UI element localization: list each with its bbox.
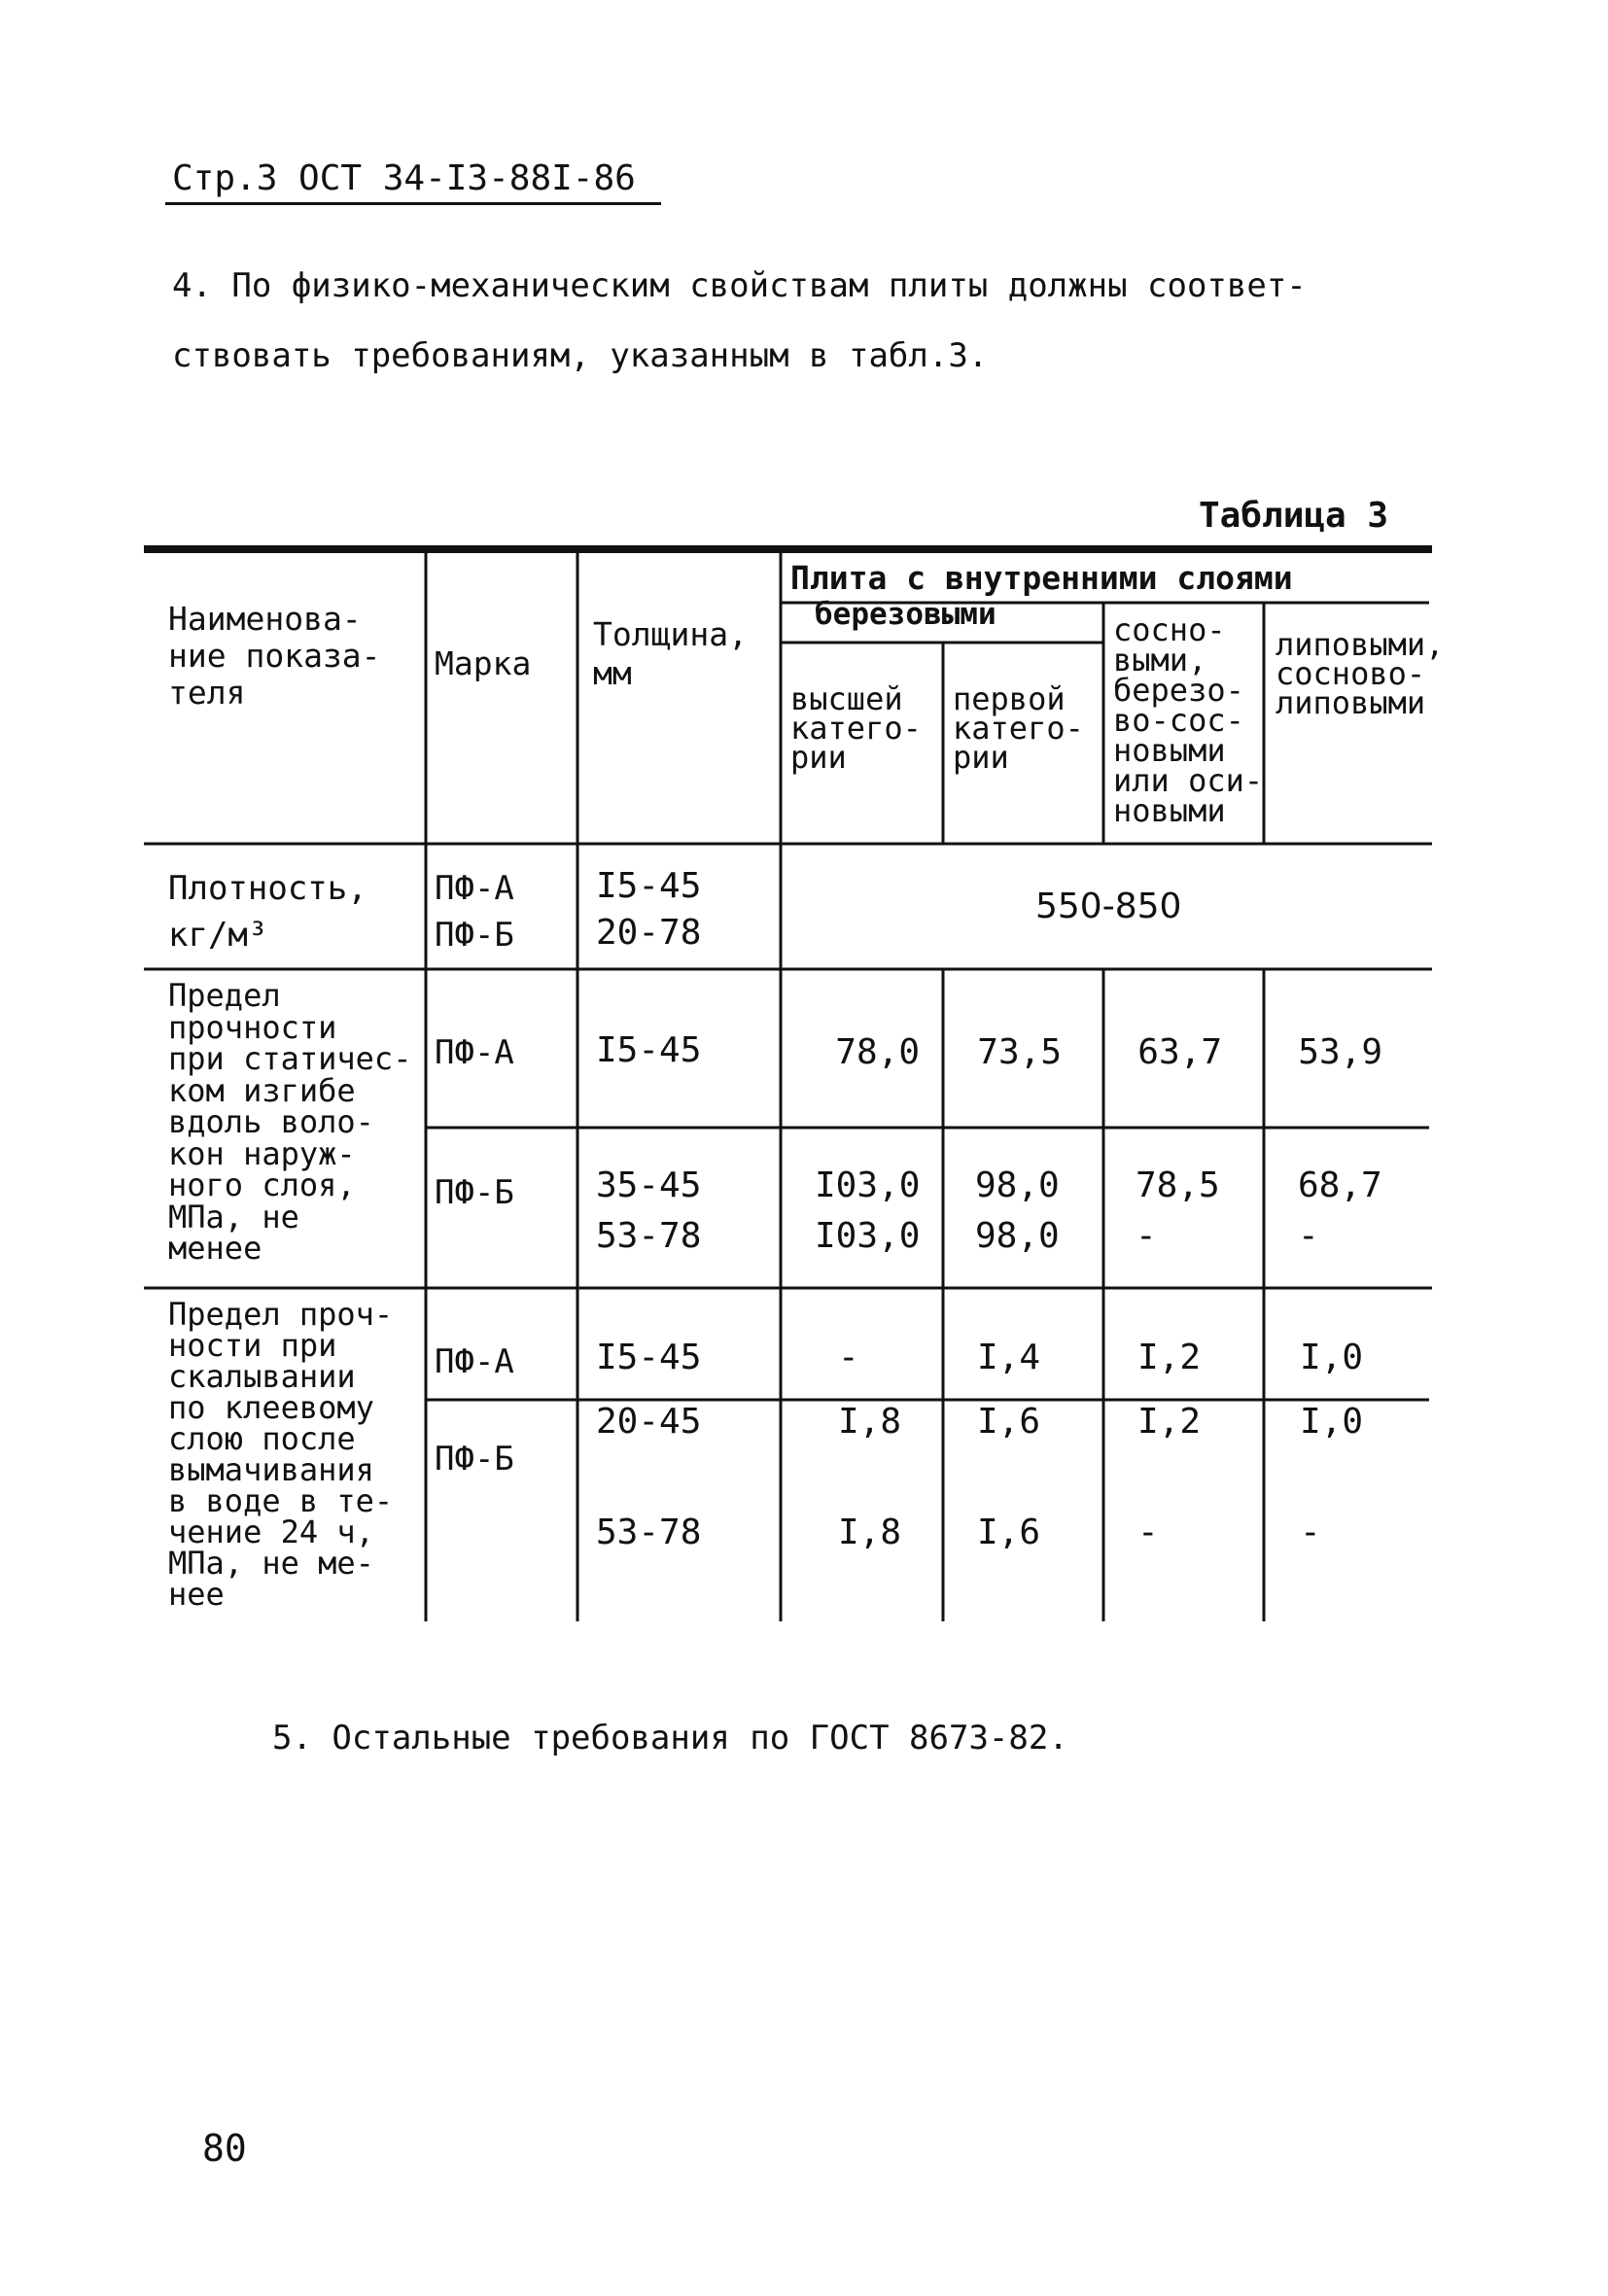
header-group-cell: Плита с внутренними слоями	[790, 559, 1293, 597]
header-linden-cell: липовыми, сосново- липовыми	[1276, 626, 1445, 721]
row-shear-thickness-a: I5-45	[596, 1338, 702, 1377]
page-number: 80	[202, 2127, 247, 2170]
row-shear-first-a: I,4	[977, 1338, 1041, 1377]
row-bending-first-b: 98,0 98,0	[975, 1165, 1060, 1256]
row-bending-linden-a: 53,9	[1298, 1032, 1382, 1072]
row-bending-highest-b: I03,0 I03,0	[815, 1165, 921, 1256]
row-shear-first-c: I,6	[977, 1513, 1041, 1552]
row-bending-first-a: 73,5	[977, 1032, 1062, 1072]
paragraph-4-line-1: 4. По физико-механическим свойствам плиты должны соответ-	[172, 266, 1307, 305]
row-shear-grade-b: ПФ-Б	[435, 1440, 514, 1478]
row-shear-first-b: I,6	[977, 1402, 1041, 1442]
header-birch-cell: березовыми	[815, 597, 996, 632]
row-shear-name: Предел проч- ности при скалывании по клеевому слою после вымачивания в воде в те- чение 24 ч, МПа, не ме- нее	[168, 1296, 394, 1613]
row-bending-thickness-a: I5-45	[596, 1030, 702, 1070]
row-shear-pine-a: I,2	[1137, 1338, 1202, 1377]
row-shear-linden-c: -	[1300, 1513, 1321, 1552]
row-bending-linden-b: 68,7 -	[1298, 1165, 1382, 1256]
row-bending-name: Предел прочности при статичес- ком изгибе вдоль воло- кон наруж- ного слоя, МПа, не менее	[168, 977, 412, 1267]
row-density-thickness: I5-45 20-78	[596, 866, 702, 953]
row-shear-highest-a: -	[838, 1338, 859, 1377]
header-thickness-cell: Толщина, мм	[593, 615, 748, 692]
row-bending-pine-b: 78,5 -	[1136, 1165, 1220, 1256]
row-shear-highest-b: I,8	[838, 1402, 902, 1442]
row-bending-pine-a: 63,7	[1137, 1032, 1222, 1072]
row-shear-thickness-c: 53-78	[596, 1513, 702, 1552]
row-shear-grade-a: ПФ-А	[435, 1342, 514, 1381]
row-density-value: 550-850	[1035, 887, 1182, 926]
row-bending-grade-a: ПФ-А	[435, 1033, 514, 1072]
row-shear-linden-b: I,0	[1300, 1402, 1364, 1442]
paragraph-5: 5. Остальные требования по ГОСТ 8673-82.	[272, 1719, 1068, 1757]
header-pine-cell: сосно- выми, березо- во-сос- новыми или оси- новыми	[1113, 611, 1264, 829]
row-bending-grade-b: ПФ-Б	[435, 1173, 514, 1212]
row-bending-highest-a: 78,0	[835, 1032, 920, 1072]
row-shear-pine-c: -	[1137, 1513, 1159, 1552]
row-shear-pine-b: I,2	[1137, 1402, 1202, 1442]
document-header: Стр.3 ОСТ 34-I3-88I-86	[172, 158, 636, 198]
table-caption: Таблица 3	[1199, 496, 1389, 536]
row-bending-thickness-b: 35-45 53-78	[596, 1165, 702, 1256]
row-shear-highest-c: I,8	[838, 1513, 902, 1552]
row-shear-thickness-b: 20-45	[596, 1402, 702, 1442]
header-grade-cell: Марка	[435, 644, 532, 682]
paragraph-4-line-2: ствовать требованиям, указанным в табл.3.	[172, 336, 989, 375]
row-density-name: Плотность, кг/м³	[168, 869, 367, 955]
row-density-grade: ПФ-А ПФ-Б	[435, 869, 514, 955]
header-name-cell: Наименова- ние показа- теля	[168, 600, 381, 712]
header-first-cell: первой катего- рии	[953, 680, 1084, 776]
header-highest-cell: высшей катего- рии	[790, 680, 922, 776]
row-shear-linden-a: I,0	[1300, 1338, 1364, 1377]
